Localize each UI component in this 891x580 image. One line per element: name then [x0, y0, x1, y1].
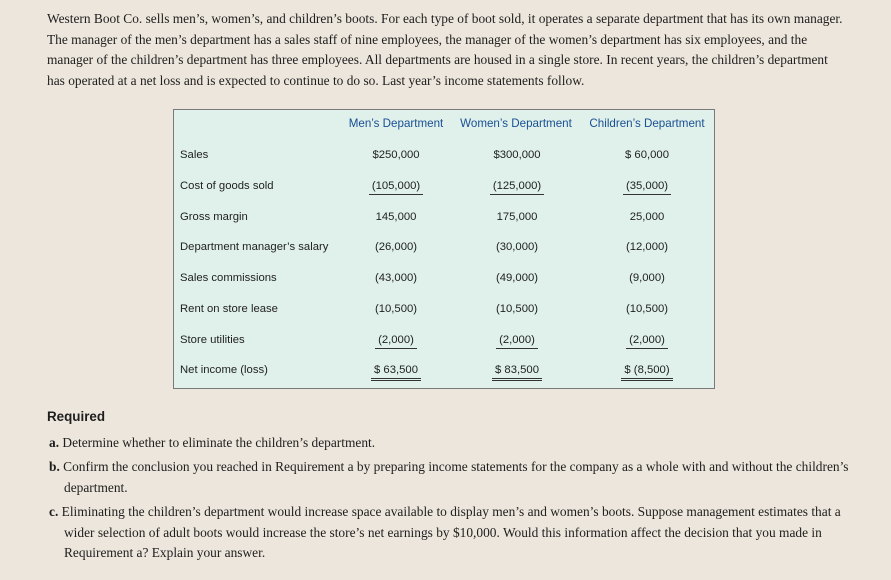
value-text: $ 60,000 — [625, 149, 669, 161]
header-mens: Men’s Department — [348, 117, 444, 130]
row-value — [356, 145, 436, 165]
table-row — [174, 330, 714, 350]
value-text: (105,000) — [369, 178, 423, 195]
requirement-a-text: Determine whether to eliminate the children’s department. — [62, 435, 376, 450]
income-statement-table — [173, 109, 715, 389]
row-value — [607, 207, 687, 227]
requirement-b-text: Confirm the conclusion you reached in Requirement a by preparing income statements for the company as a whole with and without the children’s department. — [63, 459, 849, 495]
row-label: Store utilities — [180, 334, 245, 346]
header-childrens: Children’s Department — [589, 117, 705, 130]
table-row — [174, 299, 714, 319]
row-value — [356, 330, 436, 350]
row-label: Net income (loss) — [180, 364, 268, 376]
row-label: Rent on store lease — [180, 303, 278, 315]
row-value — [356, 360, 436, 381]
value-text: 145,000 — [375, 211, 417, 223]
value-text: (26,000) — [374, 241, 418, 253]
table-row — [174, 176, 714, 196]
value-text: (43,000) — [374, 272, 418, 284]
row-label: Gross margin — [180, 211, 248, 223]
row-value — [356, 268, 436, 288]
table-row — [174, 360, 714, 380]
row-value — [607, 330, 687, 350]
value-text: (10,500) — [374, 303, 418, 315]
value-text: (125,000) — [490, 178, 544, 195]
value-text: (9,000) — [629, 272, 665, 284]
row-value — [477, 268, 557, 288]
row-value — [356, 299, 436, 319]
value-text: $ (8,500) — [621, 362, 672, 381]
requirement-c — [49, 502, 854, 564]
table-row — [174, 237, 714, 257]
row-value — [477, 237, 557, 257]
row-value — [356, 176, 436, 196]
requirement-b — [49, 457, 854, 498]
table-row — [174, 268, 714, 288]
value-text: $300,000 — [493, 149, 541, 161]
row-value — [477, 176, 557, 196]
row-value — [477, 207, 557, 227]
row-value — [477, 330, 557, 350]
row-value — [477, 145, 557, 165]
requirement-a — [49, 433, 854, 454]
value-text: (2,000) — [626, 332, 668, 349]
problem-intro: Western Boot Co. sells men’s, women’s, and children’s boots. For each type of boot sold, it operates a separate department that has its own manager. The manager of the men’s department has a sales staff of nine employees, the manager of the women’s department has six employees, and the manager of the children’s department has three employees. All departments are housed in a single store. In recent years, the children’s department has operated at a net loss and is expected to continue to do so. Last year’s income statements follow. — [47, 11, 843, 88]
value-text: (2,000) — [496, 332, 538, 349]
requirement-c-letter: c. — [49, 504, 59, 519]
row-label: Sales — [180, 149, 209, 161]
value-text: (10,500) — [625, 303, 669, 315]
table-row — [174, 207, 714, 227]
value-text: (10,500) — [495, 303, 539, 315]
row-value — [477, 299, 557, 319]
row-label: Sales commissions — [180, 272, 277, 284]
table-row — [174, 145, 714, 165]
row-value — [356, 207, 436, 227]
value-text: $ 83,500 — [492, 362, 542, 381]
row-value — [607, 176, 687, 196]
row-value — [607, 237, 687, 257]
row-value — [356, 237, 436, 257]
requirement-a-letter: a. — [49, 435, 60, 450]
value-text: (12,000) — [625, 241, 669, 253]
value-text: (35,000) — [623, 178, 671, 195]
row-value — [477, 360, 557, 381]
row-value — [607, 145, 687, 165]
row-value — [607, 360, 687, 381]
value-text: (30,000) — [495, 241, 539, 253]
value-text: $ 63,500 — [371, 362, 421, 381]
value-text: (49,000) — [495, 272, 539, 284]
requirement-c-text: Eliminating the children’s department would increase space available to display men’s and women’s boots. Suppose management estimates that a wider selection of adult boots would increase the store’s net earnings by $10,000. Would this information affect the decision that you made in Requirement a? Explain your answer. — [61, 504, 841, 561]
header-womens: Women’s Department — [460, 117, 572, 130]
value-text: 25,000 — [629, 211, 665, 223]
row-label: Department manager’s salary — [180, 241, 329, 253]
row-value — [607, 268, 687, 288]
row-label: Cost of goods sold — [180, 180, 274, 192]
value-text: (2,000) — [375, 332, 417, 349]
required-title: Required — [47, 409, 106, 424]
value-text: $250,000 — [372, 149, 420, 161]
row-value — [607, 299, 687, 319]
requirement-b-letter: b. — [49, 459, 60, 474]
value-text: 175,000 — [496, 211, 538, 223]
